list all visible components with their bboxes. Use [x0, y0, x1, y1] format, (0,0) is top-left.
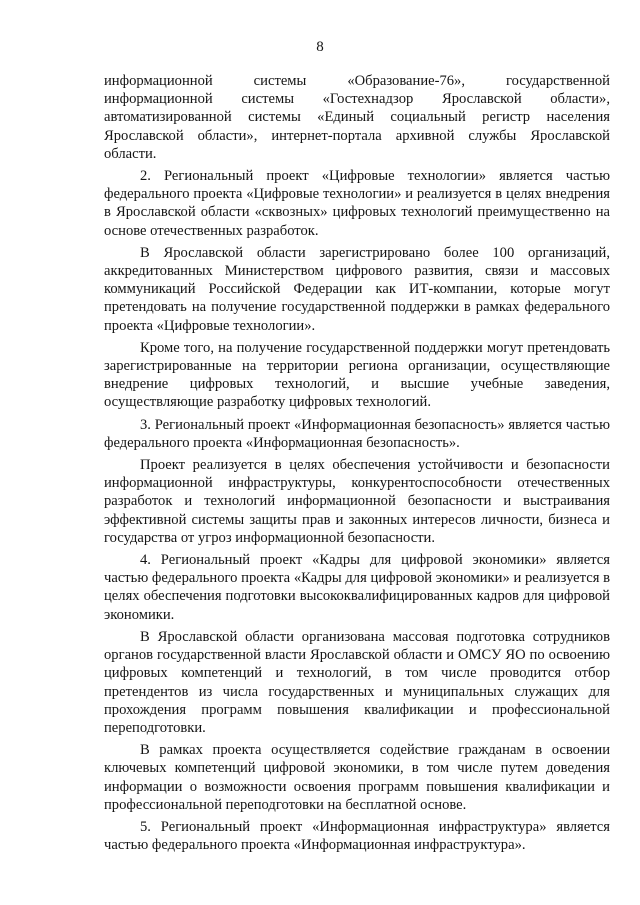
document-body: [104, 72, 610, 858]
paragraph-information-infrastructure: 5. Региональный проект «Информационная инфраструктура» является частью федерального проекта «Информационная инфраструктура».: [104, 818, 610, 854]
paragraph-it-companies: В Ярославской области зарегистрировано более 100 организаций, аккредитованных Министерством цифрового развития, связи и массовых коммуникаций Российской Федерации как ИТ-компании, которые могут претендовать на получение государственной поддержки в рамках федерального проекта «Цифровые технологии».: [104, 244, 610, 334]
page-number: 8: [316, 39, 324, 55]
paragraph-security-goals: Проект реализуется в целях обеспечения устойчивости и безопасности информационной инфраструктуры, конкурентоспособности отечественных разработок и технологий информационной безопасности и выстраивания эффективной системы защиты прав и законных интересов личности, бизнеса и государства от угроз информационной безопасности.: [104, 457, 610, 546]
paragraph-continuation: информационной системы «Образование-76», государственной информационной системы «Гостехнадзор Ярославской области», автоматизированной системы «Единый социальный регистр населения Ярославской области», интернет-портала архивной службы Ярославской области.: [104, 73, 610, 162]
paragraph-mass-training: В Ярославской области организована массовая подготовка сотрудников органов государственной власти Ярославской области и ОМСУ ЯО по освоению цифровых компетенций и технологий, в том числе проводится отбор претендентов из числа государственных и муниципальных служащих для прохождения программ повышения квалификации и профессиональной переподготовки.: [104, 628, 610, 736]
paragraph-state-support: Кроме того, на получение государственной поддержки могут претендовать зарегистрированные на территории региона организации, осуществляющие внедрение цифровых технологий, и высшие учебные заведения, осуществляющие разработку цифровых технологий.: [104, 339, 610, 411]
paragraph-digital-technologies: 2. Региональный проект «Цифровые технологии» является частью федерального проекта «Цифровые технологии» и реализуется в целях внедрения в Ярославской области «сквозных» цифровых технологий преимущественно на основе отечественных разработок.: [104, 168, 610, 239]
paragraph-information-security: 3. Региональный проект «Информационная безопасность» является частью федерального проекта «Информационная безопасность».: [104, 416, 610, 451]
paragraph-digital-economy-staff: 4. Региональный проект «Кадры для цифровой экономики» является частью федерального проекта «Кадры для цифровой экономики» и реализуется в целях обеспечения подготовки высококвалифицированных кадров для цифровой экономики.: [104, 552, 610, 623]
paragraph-citizen-assistance: В рамках проекта осуществляется содействие гражданам в освоении ключевых компетенций цифровой экономики, в том числе путем доведения информации о возможности освоения программ повышения квалификации и профессиональной переподготовки на бесплатной основе.: [104, 742, 610, 813]
